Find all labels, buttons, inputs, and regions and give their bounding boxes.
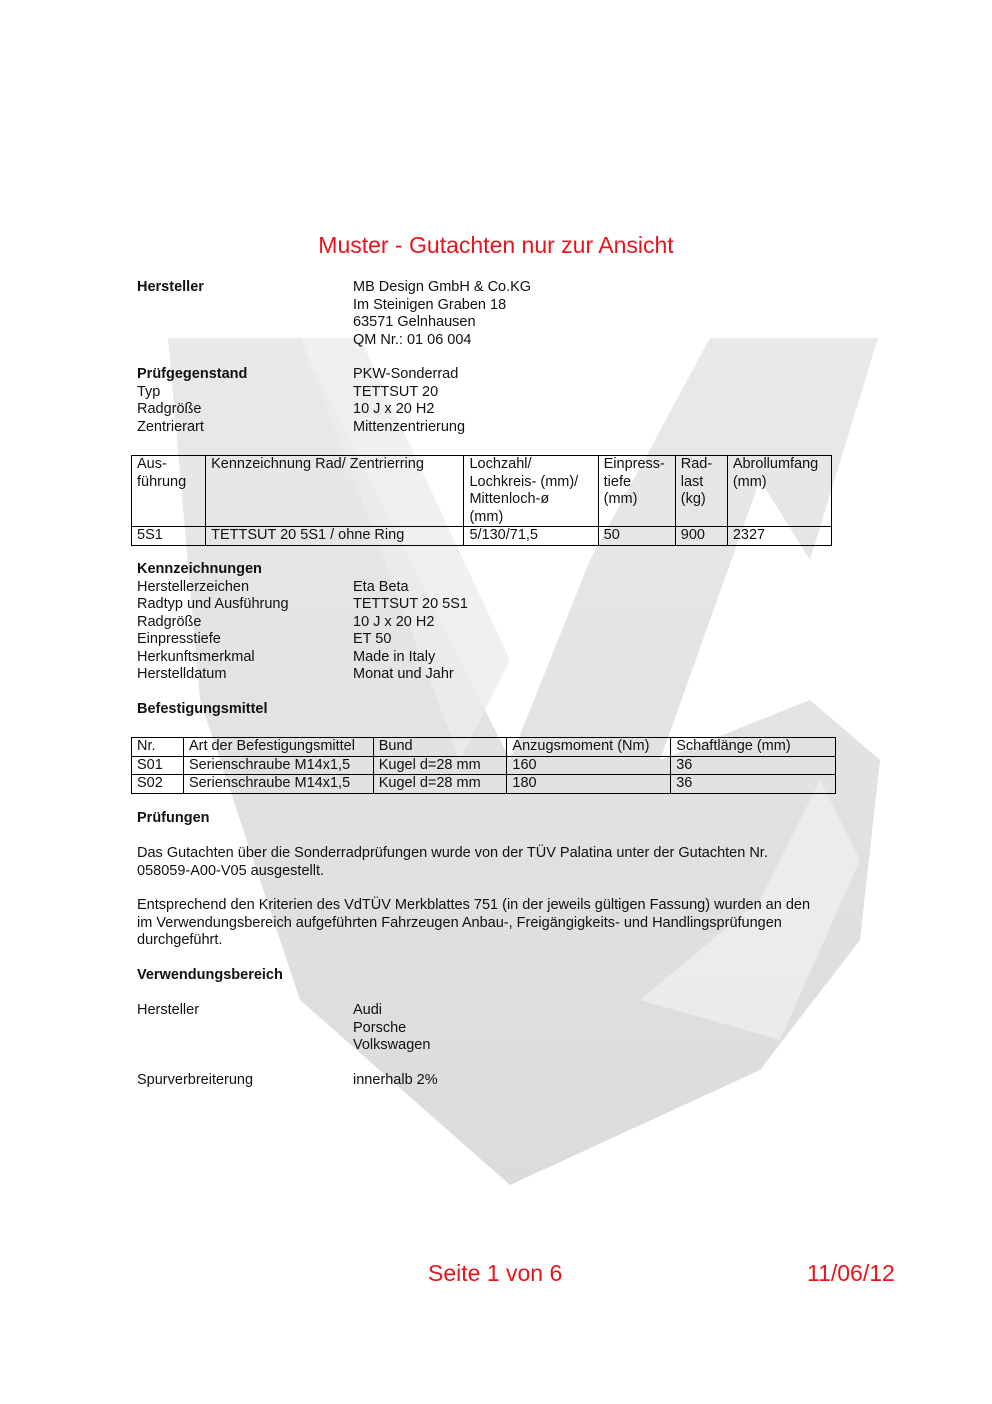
pruefgegenstand-value: PKW-Sonderrad bbox=[353, 366, 459, 382]
table-cell: Serienschraube M14x1,5 bbox=[183, 756, 373, 775]
table-cell: TETTSUT 20 5S1 / ohne Ring bbox=[206, 527, 464, 546]
table-header-cell: Kennzeichnung Rad/ Zentrierring bbox=[206, 456, 464, 527]
table-header-cell: Rad- last (kg) bbox=[675, 456, 727, 527]
wheel-table bbox=[131, 455, 832, 546]
table-header-cell: Aus- führung bbox=[132, 456, 206, 527]
pruefgegenstand-label: Prüfgegenstand bbox=[137, 366, 248, 382]
verwendung-hersteller-value: Volkswagen bbox=[353, 1037, 431, 1053]
befestigung-heading: Befestigungsmittel bbox=[137, 701, 268, 717]
kennz-value: Made in Italy bbox=[353, 648, 436, 665]
kennz-label: Radgröße bbox=[137, 613, 202, 630]
spurverbreiterung-value: innerhalb 2% bbox=[353, 1072, 438, 1088]
pruefungen-paragraph: Entsprechend den Kriterien des VdTÜV Merkblattes 751 (in der jeweils gültigen Fassung) wurden an den im Verwendungsbereich aufgeführten Fahrzeugen Anbau-, Freigängigkeits- und Handlingsprüfungen durchgeführt. bbox=[137, 897, 811, 948]
table-row bbox=[132, 527, 832, 546]
table-row bbox=[132, 756, 836, 775]
typ-value: TETTSUT 20 bbox=[353, 383, 439, 400]
kennz-value: TETTSUT 20 5S1 bbox=[353, 596, 468, 612]
table-cell: 2327 bbox=[727, 527, 831, 546]
table-cell: S01 bbox=[132, 756, 184, 775]
page-title: Muster - Gutachten nur zur Ansicht bbox=[318, 232, 674, 258]
table-cell: Kugel d=28 mm bbox=[373, 775, 507, 794]
hersteller-line: MB Design GmbH & Co.KG bbox=[353, 279, 532, 295]
hersteller-line: Im Steinigen Graben 18 bbox=[353, 296, 507, 313]
table-header-cell: Anzugsmoment (Nm) bbox=[507, 738, 671, 757]
verwendung-hersteller-label: Hersteller bbox=[137, 1002, 200, 1018]
kennz-value: ET 50 bbox=[353, 631, 392, 647]
pruefungen-heading: Prüfungen bbox=[137, 810, 210, 826]
table-cell: 36 bbox=[671, 775, 836, 794]
table-cell: 180 bbox=[507, 775, 671, 794]
befestigung-table bbox=[131, 737, 836, 794]
document-date: 11/06/12 bbox=[807, 1260, 895, 1286]
table-header-cell: Nr. bbox=[132, 738, 184, 757]
kennz-label: Herstelldatum bbox=[137, 666, 227, 682]
verwendung-hersteller-value: Porsche bbox=[353, 1019, 407, 1036]
kennz-value: Monat und Jahr bbox=[353, 666, 454, 682]
hersteller-line: QM Nr.: 01 06 004 bbox=[353, 331, 472, 348]
table-header-cell: Abrollumfang (mm) bbox=[727, 456, 831, 527]
kennzeichnungen-heading: Kennzeichnungen bbox=[137, 561, 262, 577]
table-cell: 50 bbox=[598, 527, 675, 546]
spurverbreiterung-label: Spurverbreiterung bbox=[137, 1072, 254, 1088]
table-header-cell: Bund bbox=[373, 738, 507, 757]
radgroesse-label: Radgröße bbox=[137, 401, 202, 417]
table-header-cell: Einpress- tiefe (mm) bbox=[598, 456, 675, 527]
table-cell: 900 bbox=[675, 527, 727, 546]
verwendung-hersteller-value: Audi bbox=[353, 1002, 383, 1018]
table-header-row bbox=[132, 456, 832, 527]
kennz-label: Radtyp und Ausführung bbox=[137, 596, 289, 612]
page-number: Seite 1 von 6 bbox=[428, 1260, 563, 1286]
table-cell: 5/130/71,5 bbox=[464, 527, 598, 546]
table-cell: Serienschraube M14x1,5 bbox=[183, 775, 373, 794]
kennz-label: Herstellerzeichen bbox=[137, 578, 250, 595]
table-cell: S02 bbox=[132, 775, 184, 794]
table-cell: Kugel d=28 mm bbox=[373, 756, 507, 775]
table-cell: 36 bbox=[671, 756, 836, 775]
pruefungen-paragraph: Das Gutachten über die Sonderradprüfungen wurde von der TÜV Palatina unter der Gutachten Nr. 058059-A00-V05 ausgestellt. bbox=[137, 845, 768, 879]
kennz-value: 10 J x 20 H2 bbox=[353, 613, 435, 630]
table-header-cell: Schaftlänge (mm) bbox=[671, 738, 836, 757]
hersteller-line: 63571 Gelnhausen bbox=[353, 314, 476, 330]
table-header-row bbox=[132, 738, 836, 757]
typ-label: Typ bbox=[137, 383, 161, 400]
kennz-label: Herkunftsmerkmal bbox=[137, 648, 255, 665]
table-header-cell: Lochzahl/ Lochkreis- (mm)/ Mittenloch-ø (mm) bbox=[464, 456, 598, 527]
zentrierart-label: Zentrierart bbox=[137, 418, 204, 435]
table-row bbox=[132, 775, 836, 794]
zentrierart-value: Mittenzentrierung bbox=[353, 418, 466, 435]
kennz-value: Eta Beta bbox=[353, 578, 409, 595]
verwendungsbereich-heading: Verwendungsbereich bbox=[137, 967, 283, 983]
radgroesse-value: 10 J x 20 H2 bbox=[353, 401, 435, 417]
table-header-cell: Art der Befestigungsmittel bbox=[183, 738, 373, 757]
kennz-label: Einpresstiefe bbox=[137, 631, 221, 647]
hersteller-label: Hersteller bbox=[137, 279, 204, 295]
table-cell: 160 bbox=[507, 756, 671, 775]
table-cell: 5S1 bbox=[132, 527, 206, 546]
